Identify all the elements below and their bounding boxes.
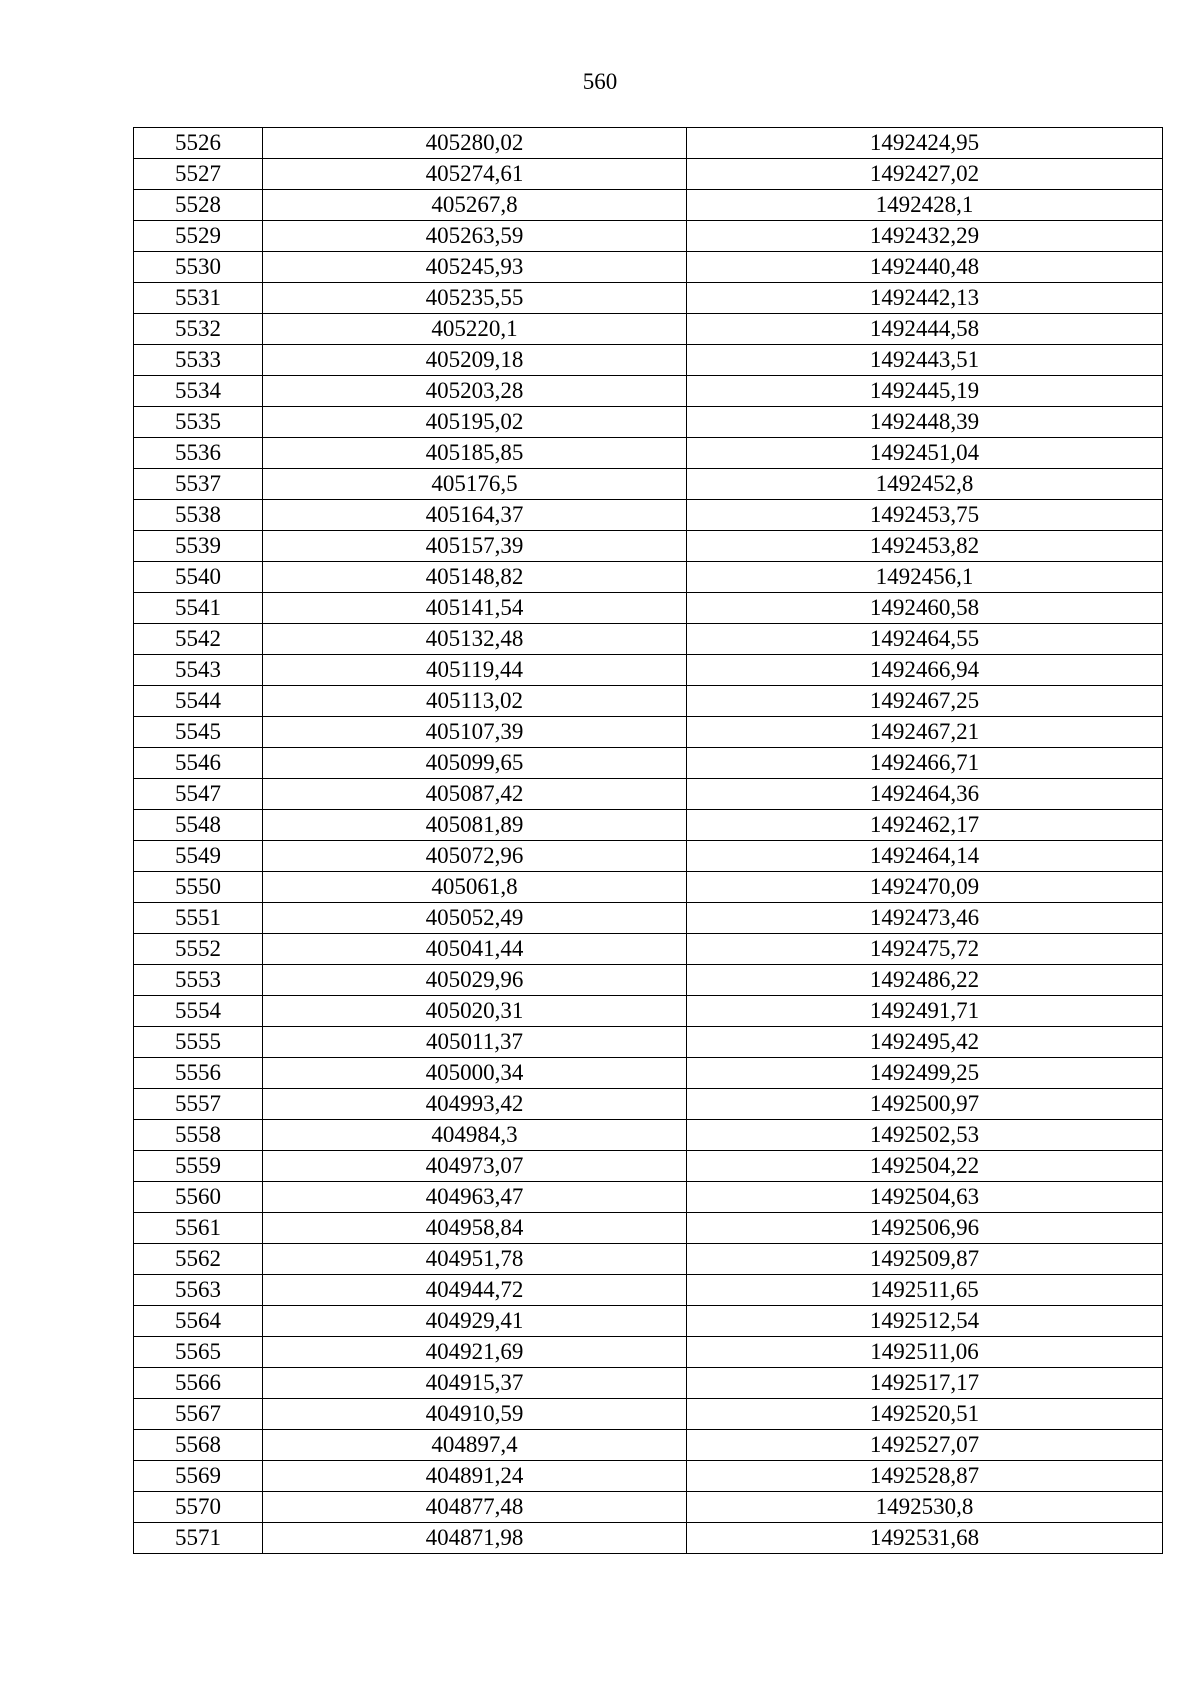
point-number-cell: 5526 [134,128,263,159]
x-coordinate-cell: 405235,55 [263,283,687,314]
y-coordinate-cell: 1492466,94 [687,655,1163,686]
y-coordinate-cell: 1492464,55 [687,624,1163,655]
point-number-cell: 5570 [134,1492,263,1523]
y-coordinate-cell: 1492445,19 [687,376,1163,407]
table-row [134,531,1163,562]
x-coordinate-cell: 405220,1 [263,314,687,345]
table-row [134,562,1163,593]
table-row [134,1058,1163,1089]
point-number-cell: 5533 [134,345,263,376]
x-coordinate-cell: 405081,89 [263,810,687,841]
y-coordinate-cell: 1492531,68 [687,1523,1163,1554]
x-coordinate-cell: 405107,39 [263,717,687,748]
table-row [134,686,1163,717]
x-coordinate-cell: 405209,18 [263,345,687,376]
y-coordinate-cell: 1492511,06 [687,1337,1163,1368]
y-coordinate-cell: 1492444,58 [687,314,1163,345]
table-row [134,500,1163,531]
y-coordinate-cell: 1492506,96 [687,1213,1163,1244]
x-coordinate-cell: 405087,42 [263,779,687,810]
point-number-cell: 5552 [134,934,263,965]
y-coordinate-cell: 1492499,25 [687,1058,1163,1089]
table-row [134,1151,1163,1182]
table-row [134,779,1163,810]
point-number-cell: 5535 [134,407,263,438]
x-coordinate-cell: 405061,8 [263,872,687,903]
point-number-cell: 5569 [134,1461,263,1492]
table-row [134,1213,1163,1244]
y-coordinate-cell: 1492470,09 [687,872,1163,903]
y-coordinate-cell: 1492453,75 [687,500,1163,531]
table-row [134,283,1163,314]
y-coordinate-cell: 1492442,13 [687,283,1163,314]
table-row [134,872,1163,903]
table-row [134,1430,1163,1461]
point-number-cell: 5550 [134,872,263,903]
point-number-cell: 5547 [134,779,263,810]
x-coordinate-cell: 405041,44 [263,934,687,965]
y-coordinate-cell: 1492504,22 [687,1151,1163,1182]
table-row [134,934,1163,965]
point-number-cell: 5538 [134,500,263,531]
point-number-cell: 5562 [134,1244,263,1275]
table-row [134,252,1163,283]
x-coordinate-cell: 405119,44 [263,655,687,686]
point-number-cell: 5554 [134,996,263,1027]
table-row [134,624,1163,655]
x-coordinate-cell: 404871,98 [263,1523,687,1554]
x-coordinate-cell: 404915,37 [263,1368,687,1399]
x-coordinate-cell: 404958,84 [263,1213,687,1244]
table-row [134,221,1163,252]
point-number-cell: 5541 [134,593,263,624]
table-row [134,1368,1163,1399]
y-coordinate-cell: 1492509,87 [687,1244,1163,1275]
y-coordinate-cell: 1492512,54 [687,1306,1163,1337]
table-row [134,159,1163,190]
x-coordinate-cell: 404910,59 [263,1399,687,1430]
y-coordinate-cell: 1492486,22 [687,965,1163,996]
y-coordinate-cell: 1492528,87 [687,1461,1163,1492]
y-coordinate-cell: 1492448,39 [687,407,1163,438]
x-coordinate-cell: 404993,42 [263,1089,687,1120]
x-coordinate-cell: 404944,72 [263,1275,687,1306]
y-coordinate-cell: 1492520,51 [687,1399,1163,1430]
point-number-cell: 5537 [134,469,263,500]
y-coordinate-cell: 1492427,02 [687,159,1163,190]
y-coordinate-cell: 1492473,46 [687,903,1163,934]
x-coordinate-cell: 404877,48 [263,1492,687,1523]
y-coordinate-cell: 1492464,36 [687,779,1163,810]
x-coordinate-cell: 405011,37 [263,1027,687,1058]
table-row [134,1182,1163,1213]
y-coordinate-cell: 1492495,42 [687,1027,1163,1058]
table-row [134,1399,1163,1430]
table-row [134,748,1163,779]
x-coordinate-cell: 405195,02 [263,407,687,438]
table-row [134,593,1163,624]
x-coordinate-cell: 405274,61 [263,159,687,190]
point-number-cell: 5571 [134,1523,263,1554]
table-row [134,469,1163,500]
point-number-cell: 5557 [134,1089,263,1120]
point-number-cell: 5542 [134,624,263,655]
table-row [134,438,1163,469]
y-coordinate-cell: 1492530,8 [687,1492,1163,1523]
x-coordinate-cell: 404897,4 [263,1430,687,1461]
table-row [134,965,1163,996]
y-coordinate-cell: 1492475,72 [687,934,1163,965]
table-row [134,996,1163,1027]
point-number-cell: 5567 [134,1399,263,1430]
y-coordinate-cell: 1492466,71 [687,748,1163,779]
table-row [134,903,1163,934]
x-coordinate-cell: 405132,48 [263,624,687,655]
x-coordinate-cell: 404973,07 [263,1151,687,1182]
x-coordinate-cell: 405164,37 [263,500,687,531]
table-row [134,717,1163,748]
table-row [134,376,1163,407]
point-number-cell: 5548 [134,810,263,841]
y-coordinate-cell: 1492440,48 [687,252,1163,283]
y-coordinate-cell: 1492462,17 [687,810,1163,841]
x-coordinate-cell: 405263,59 [263,221,687,252]
y-coordinate-cell: 1492517,17 [687,1368,1163,1399]
x-coordinate-cell: 405052,49 [263,903,687,934]
point-number-cell: 5544 [134,686,263,717]
point-number-cell: 5558 [134,1120,263,1151]
point-number-cell: 5566 [134,1368,263,1399]
y-coordinate-cell: 1492511,65 [687,1275,1163,1306]
table-row [134,841,1163,872]
point-number-cell: 5531 [134,283,263,314]
table-row [134,1337,1163,1368]
x-coordinate-cell: 405000,34 [263,1058,687,1089]
table-row [134,1523,1163,1554]
table-row [134,407,1163,438]
y-coordinate-cell: 1492502,53 [687,1120,1163,1151]
coordinates-table [133,127,1163,1554]
x-coordinate-cell: 405267,8 [263,190,687,221]
y-coordinate-cell: 1492453,82 [687,531,1163,562]
table-row [134,810,1163,841]
point-number-cell: 5528 [134,190,263,221]
table-row [134,345,1163,376]
y-coordinate-cell: 1492527,07 [687,1430,1163,1461]
x-coordinate-cell: 404921,69 [263,1337,687,1368]
x-coordinate-cell: 405099,65 [263,748,687,779]
x-coordinate-cell: 405245,93 [263,252,687,283]
point-number-cell: 5546 [134,748,263,779]
x-coordinate-cell: 404891,24 [263,1461,687,1492]
point-number-cell: 5534 [134,376,263,407]
x-coordinate-cell: 404984,3 [263,1120,687,1151]
table-row [134,1089,1163,1120]
table-row [134,1244,1163,1275]
point-number-cell: 5543 [134,655,263,686]
x-coordinate-cell: 405141,54 [263,593,687,624]
y-coordinate-cell: 1492491,71 [687,996,1163,1027]
x-coordinate-cell: 404963,47 [263,1182,687,1213]
point-number-cell: 5565 [134,1337,263,1368]
table-row [134,128,1163,159]
point-number-cell: 5564 [134,1306,263,1337]
x-coordinate-cell: 405148,82 [263,562,687,593]
point-number-cell: 5536 [134,438,263,469]
table-row [134,655,1163,686]
y-coordinate-cell: 1492456,1 [687,562,1163,593]
y-coordinate-cell: 1492464,14 [687,841,1163,872]
point-number-cell: 5540 [134,562,263,593]
x-coordinate-cell: 405185,85 [263,438,687,469]
y-coordinate-cell: 1492467,21 [687,717,1163,748]
y-coordinate-cell: 1492443,51 [687,345,1163,376]
table-row [134,1027,1163,1058]
coordinates-table-body [134,128,1163,1554]
point-number-cell: 5549 [134,841,263,872]
table-row [134,1461,1163,1492]
x-coordinate-cell: 405203,28 [263,376,687,407]
x-coordinate-cell: 405280,02 [263,128,687,159]
x-coordinate-cell: 405157,39 [263,531,687,562]
x-coordinate-cell: 405113,02 [263,686,687,717]
point-number-cell: 5530 [134,252,263,283]
y-coordinate-cell: 1492451,04 [687,438,1163,469]
y-coordinate-cell: 1492452,8 [687,469,1163,500]
point-number-cell: 5553 [134,965,263,996]
point-number-cell: 5539 [134,531,263,562]
y-coordinate-cell: 1492424,95 [687,128,1163,159]
point-number-cell: 5560 [134,1182,263,1213]
x-coordinate-cell: 405072,96 [263,841,687,872]
table-row [134,314,1163,345]
point-number-cell: 5551 [134,903,263,934]
y-coordinate-cell: 1492467,25 [687,686,1163,717]
table-row [134,1275,1163,1306]
y-coordinate-cell: 1492432,29 [687,221,1163,252]
y-coordinate-cell: 1492500,97 [687,1089,1163,1120]
y-coordinate-cell: 1492504,63 [687,1182,1163,1213]
table-row [134,1492,1163,1523]
point-number-cell: 5563 [134,1275,263,1306]
y-coordinate-cell: 1492428,1 [687,190,1163,221]
x-coordinate-cell: 405176,5 [263,469,687,500]
point-number-cell: 5568 [134,1430,263,1461]
x-coordinate-cell: 405020,31 [263,996,687,1027]
point-number-cell: 5532 [134,314,263,345]
point-number-cell: 5527 [134,159,263,190]
point-number-cell: 5545 [134,717,263,748]
x-coordinate-cell: 405029,96 [263,965,687,996]
point-number-cell: 5555 [134,1027,263,1058]
point-number-cell: 5559 [134,1151,263,1182]
point-number-cell: 5529 [134,221,263,252]
x-coordinate-cell: 404951,78 [263,1244,687,1275]
y-coordinate-cell: 1492460,58 [687,593,1163,624]
point-number-cell: 5561 [134,1213,263,1244]
table-row [134,1306,1163,1337]
table-row [134,1120,1163,1151]
point-number-cell: 5556 [134,1058,263,1089]
x-coordinate-cell: 404929,41 [263,1306,687,1337]
table-row [134,190,1163,221]
page-number: 560 [582,69,618,94]
